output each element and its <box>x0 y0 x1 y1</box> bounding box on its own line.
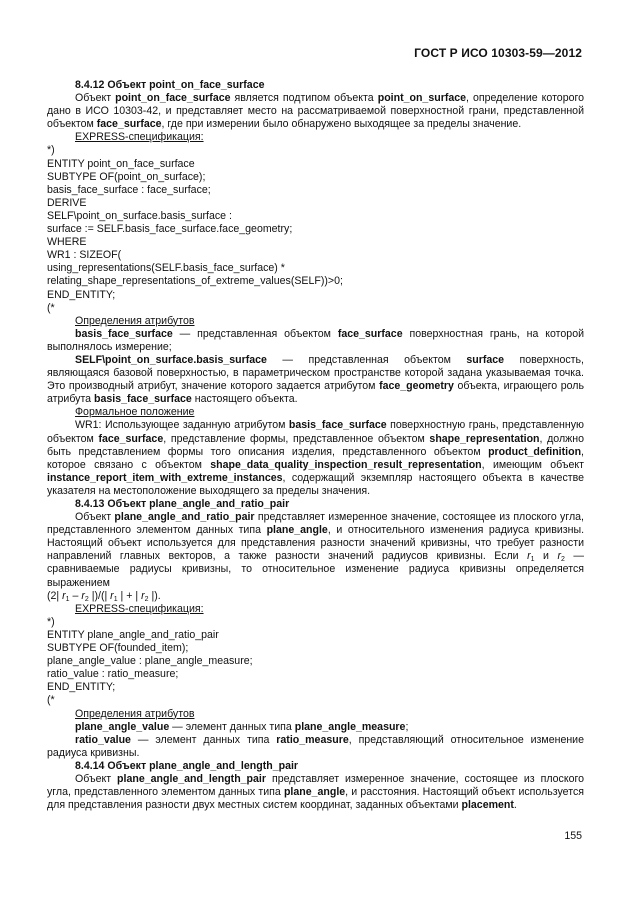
code-line: plane_angle_value : plane_angle_measure; <box>47 655 253 668</box>
express-label: EXPRESS-спецификация: <box>75 602 204 615</box>
code-line: (* <box>47 301 55 314</box>
page-number: 155 <box>564 830 582 842</box>
attribute-definition: plane_angle_value — элемент данных типа plane_angle_measure; <box>75 720 409 733</box>
attributes-label: Определения атрибутов <box>75 707 195 720</box>
code-line: END_ENTITY; <box>47 288 116 301</box>
code-line: END_ENTITY; <box>47 681 116 694</box>
code-line: WR1 : SIZEOF( <box>47 249 122 262</box>
document-body <box>47 79 584 812</box>
code-line: ENTITY plane_angle_and_ratio_pair <box>47 628 219 641</box>
code-line: WHERE <box>47 236 87 249</box>
express-label: EXPRESS-спецификация: <box>75 131 204 144</box>
code-line: DERIVE <box>47 196 87 209</box>
code-line: SELF\point_on_surface.basis_surface : <box>47 209 232 222</box>
code-line: (* <box>47 694 55 707</box>
code-line: SUBTYPE OF(founded_item); <box>47 642 189 655</box>
section-heading-8-4-12: 8.4.12 Объект point_on_face_surface <box>75 79 265 91</box>
code-line: *) <box>47 144 55 157</box>
standard-header: ГОСТ Р ИСО 10303-59—2012 <box>414 46 582 60</box>
attribute-definition: basis_face_surface — представленная объектом face_surface поверхностная грань, на которой выполнялось измерение; <box>47 327 585 353</box>
paragraph: Объект plane_angle_and_ratio_pair представляет измеренное значение, состоящее из плоского угла, представленного элементом данных типа plane_angle, и относительного изменения радиуса кривизны. Настоящий объект используется для представления разности значений кривизны, что требует разности направлений главных векторов, а также разности значений радиусов кривизны. Если $r_1$ и $r_2$ — сравниваемые радиусы кривизны, то относительное изменение радиуса кривизны определяется выражением (2| $r_1 - r_2$ |)/(| $r_1$ | + | $r_2$ |). <box>47 511 585 603</box>
express-code-block <box>47 616 584 708</box>
attributes-label: Определения атрибутов <box>75 314 195 327</box>
code-line: basis_face_surface : face_surface; <box>47 183 211 196</box>
attribute-definition: ratio_value — элемент данных типа ratio_measure, представляющий относительное изменение радиуса кривизны. <box>47 733 584 759</box>
code-line: *) <box>47 615 55 628</box>
code-line: using_representations(SELF.basis_face_surface) * <box>47 262 285 275</box>
express-code-block <box>47 144 584 314</box>
section-heading-8-4-14: 8.4.14 Объект plane_angle_and_length_pair <box>75 759 299 772</box>
paragraph: Объект point_on_face_surface является подтипом объекта point_on_surface, определение которого дано в ИСО 10303-42, и представляет место на рассматриваемой поверхностной грани, представленной объектом face_surface, где при измерении было обнаружено выходящее за пределы значение. <box>47 92 584 131</box>
attribute-definition: SELF\point_on_surface.basis_surface — представленная объектом surface поверхность, являющаяся базовой поверхностью, в параметрическом пространстве которой задана указываемая точка. Это производный атрибут, значение которого задается атрибутом face_geometry объекта, играющего роль атрибута basis_face_surface настоящего объекта. <box>47 353 585 406</box>
formal-proposition-label: Формальное положение <box>75 406 195 419</box>
paragraph: Объект plane_angle_and_length_pair представляет измеренное значение, состоящее из плоского угла, представленного элементом данных типа plane_angle, и расстояния. Настоящий объект используется для представления разности двух местных систем координат, заданных объектами placement. <box>47 772 584 812</box>
section-heading-8-4-13: 8.4.13 Объект plane_angle_and_ratio_pair <box>75 498 290 510</box>
code-line: SUBTYPE OF(point_on_surface); <box>47 170 206 183</box>
code-line: ratio_value : ratio_measure; <box>47 668 179 681</box>
code-line: ENTITY point_on_face_surface <box>47 157 195 170</box>
code-line: relating_shape_representations_of_extreme_values(SELF))>0; <box>47 275 343 288</box>
code-line: surface := SELF.basis_face_surface.face_geometry; <box>47 223 293 236</box>
formal-rule: WR1: Использующее заданную атрибутом basis_face_surface поверхностную грань, представленную объектом face_surface, представление формы, представленное объектом shape_representation, должно быть представлением формы того описания изделия, представленного объектом product_definition, которое связано с объектом shape_data_quality_inspection_result_representation, имеющим объект instance_report_item_with_extreme_instances, содержащий экземпляр настоящего объекта в качестве указателя на местоположение выходящего за пределы значения. <box>47 419 584 497</box>
